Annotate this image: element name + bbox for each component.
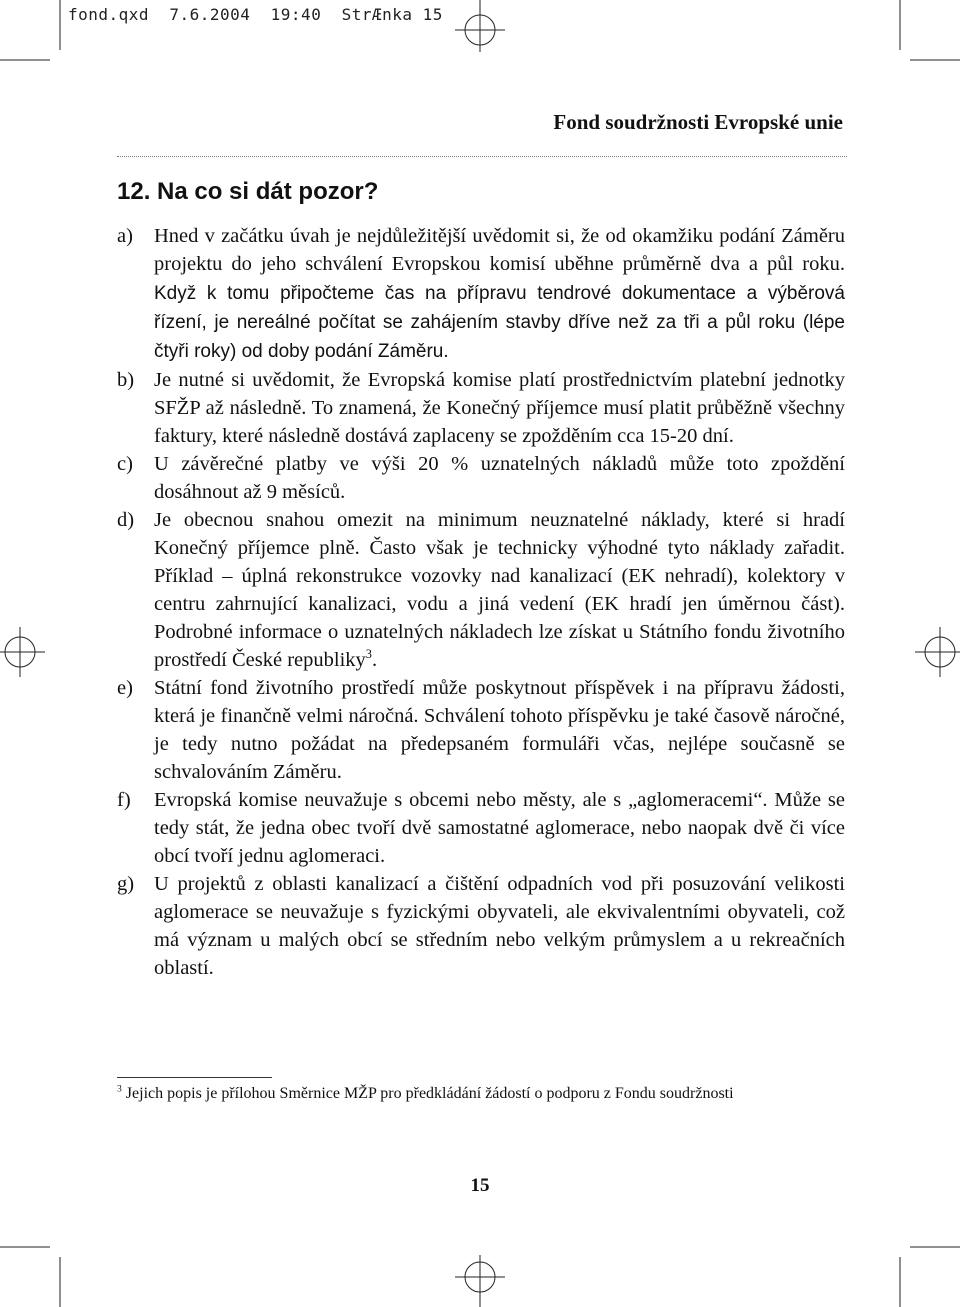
body-text [117,222,845,982]
list-item-a [117,222,845,366]
item-letter: d) [117,509,135,531]
item-letter: b) [117,369,135,391]
footnote-rule [117,1077,272,1078]
list-item-d [117,506,845,674]
item-text: U projektů z oblasti kanalizací a čištění odpadních vod při posuzování velikosti aglomerace se neuvažuje s fyzickými obyvateli, ale ekvivalentními obyvateli, což má význam u malých obcí se středním nebo velkým průmyslem a u rekreačních oblastí. [154,873,845,979]
footnote [117,1083,845,1104]
page-number: 15 [470,1175,490,1196]
list-item-e [117,674,845,786]
footnote-mark: 3 [117,1083,122,1095]
item-letter: a) [117,225,133,247]
print-slug: fond.qxd 7.6.2004 19:40 StrÆnka 15 [68,5,443,24]
item-letter: e) [117,677,133,699]
item-text: Hned v začátku úvah je nejdůležitější uvědomit si, že od okamžiku podání Záměru projektu do jeho schválení Evropskou komisí uběhne průměrně dva a půl roku. Když k tomu připočteme čas na přípravu tendrové dokumentace a výběrová řízení, je nereálné počítat se zahájením stavby dříve než za tři a půl roku (lépe čtyři roky) od doby podání Záměru. [154,225,845,362]
section-title: 12. Na co si dát pozor? [117,178,379,205]
list-item-f [117,786,845,870]
item-letter: f) [117,789,131,811]
list-item-b [117,366,845,450]
list-item-c [117,450,845,506]
item-text: Státní fond životního prostředí může poskytnout příspěvek i na přípravu žádosti, která je finančně velmi náročná. Schválení tohoto příspěvku je také časově náročné, je tedy nutno požádat na předepsaném formuláři včas, nejlépe současně se schvalováním Záměru. [154,677,845,783]
item-letter: c) [117,453,133,475]
item-text: U závěrečné platby ve výši 20 % uznatelných nákladů může toto zpoždění dosáhnout až 9 měsíců. [154,453,845,503]
footnote-text: Jejich popis je přílohou Směrnice MŽP pro předkládání žádostí o podporu z Fondu soudržnosti [121,1085,734,1102]
item-letter: g) [117,873,135,895]
item-text: Evropská komise neuvažuje s obcemi nebo městy, ale s „aglomeracemi“. Může se tedy stát, že jedna obec tvoří dvě samostatné aglomerace, nebo naopak dvě či více obcí tvoří jednu aglomeraci. [154,789,845,867]
running-head: Fond soudržnosti Evropské unie [553,110,843,134]
list-item-g [117,870,845,982]
item-text-sans: Když k tomu připočteme čas na přípravu tendrové dokumentace a výběrová řízení, je nereálné počítat se zahájením stavby dříve než za tři a půl roku (lépe čtyři roky) od doby podání Záměru. [154,283,845,362]
footnote-reference: 3 [365,647,372,662]
header-rule [117,156,847,157]
item-text: Je nutné si uvědomit, že Evropská komise platí prostřednictvím platební jednotky SFŽP až následně. To znamená, že Konečný příjemce musí platit průběžně všechny faktury, které následně dostává zaplaceny se zpožděním cca 15-20 dní. [154,369,845,447]
item-text: Je obecnou snahou omezit na minimum neuznatelné náklady, které si hradí Konečný příjemce plně. Často však je technicky výhodné tyto náklady zařadit. Příklad – úplná rekonstrukce vozovky nad kanalizací (EK nehradí), kolektory v centru zahrnující kanalizaci, vodu a jiná vedení (EK hradí jen úměrnou část). Podrobné informace o uznatelných nákladech lze získat u Státního fondu životního prostředí České republiky$^3$. [154,509,845,671]
